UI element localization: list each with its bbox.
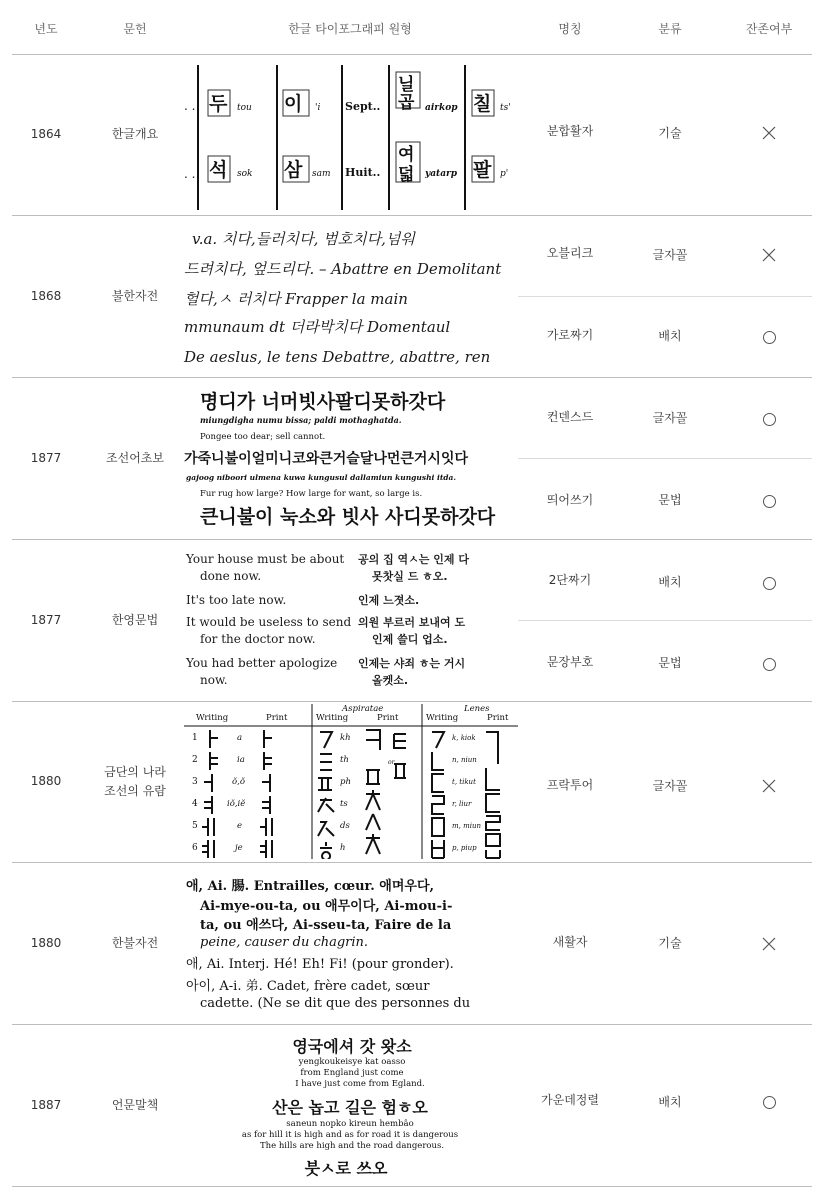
- svg-text:The hills are high and the roa: The hills are high and the road dangerous.: [259, 1141, 445, 1151]
- svg-text:이: 이: [284, 93, 303, 115]
- row-year: 1880: [30, 774, 62, 788]
- svg-text:삼: 삼: [284, 159, 303, 181]
- typography-sample-image: [182, 383, 518, 533]
- row-divider: [12, 1024, 812, 1025]
- svg-text:ia: ia: [237, 755, 245, 765]
- row-divider: [12, 539, 812, 540]
- header-name: 명칭: [558, 22, 582, 36]
- not-surviving-mark-icon: [762, 937, 776, 951]
- row-divider: [12, 1186, 812, 1187]
- svg-text:Pongee too dear; sell: Pongee too dear; sell cannot.: [200, 432, 326, 442]
- svg-text:iŏ,iĕ: iŏ,iĕ: [227, 799, 246, 809]
- svg-text:Ai-mye-ou-ta, ou 애무이다, Ai-mou-: Ai-mye-ou-ta, ou 애무이다, Ai-mou-i-: [200, 899, 453, 914]
- row-year: 1887: [30, 1098, 62, 1112]
- svg-text:m, miun: m, miun: [452, 822, 481, 830]
- svg-text:k, kiok: k, kiok: [452, 734, 476, 742]
- row-year: 1880: [30, 936, 62, 950]
- row-item-category: 문법: [658, 493, 682, 507]
- not-surviving-mark-icon: [762, 779, 776, 793]
- svg-text:1: 1: [192, 733, 198, 743]
- row-item-name: 컨덴스드: [546, 410, 594, 424]
- row-item-name: 띄어쓰기: [546, 493, 594, 507]
- svg-text:Lenes: Lenes: [464, 704, 490, 714]
- surviving-mark-icon: [763, 658, 776, 671]
- row-divider: [12, 862, 812, 863]
- not-surviving-mark-icon: [762, 248, 776, 262]
- table-header: [0, 0, 822, 54]
- typography-sample-image: [182, 1030, 518, 1182]
- svg-text:p': p': [500, 169, 509, 179]
- row-item-name: 2단짜기: [548, 573, 592, 587]
- svg-text:. .: . .: [184, 167, 196, 181]
- svg-text:5: 5: [192, 821, 198, 831]
- svg-text:You had better apologize: You had better apologize: [186, 656, 338, 670]
- svg-text:Writing: Writing: [316, 713, 349, 723]
- svg-text:팔: 팔: [473, 159, 492, 181]
- svg-text:peine, causer du chagrin.: peine, causer du chagrin.: [200, 935, 369, 950]
- svg-text:붓ㅅ로 쓰오: 붓ㅅ로 쓰오: [304, 1159, 388, 1178]
- surviving-mark-icon: [763, 413, 776, 426]
- sub-row-divider: [517, 620, 812, 621]
- row-divider: [12, 377, 812, 378]
- svg-text:Print: Print: [487, 713, 509, 723]
- typography-sample-image: [182, 545, 518, 695]
- header-year: 년도: [34, 22, 58, 36]
- typography-sample-image: [182, 868, 518, 1018]
- row-item-name: 가운데정렬: [541, 1093, 599, 1107]
- svg-text:곱: 곱: [398, 93, 415, 113]
- row-item-category: 기술: [658, 936, 682, 950]
- sub-row-divider: [517, 458, 812, 459]
- svg-text:ta, ou 애쓰다, Ai-sseu-ta, Faire: ta, ou 애쓰다, Ai-sseu-ta, Faire de la: [200, 918, 452, 933]
- row-item-category: 글자꼴: [652, 779, 688, 793]
- svg-text:from England just c: from England just come: [300, 1068, 404, 1078]
- row-divider: [12, 54, 812, 55]
- header-surviving: 잔존여부: [745, 22, 793, 36]
- row-document: 언문말책: [111, 1098, 159, 1112]
- typography-sample-image: [182, 60, 518, 210]
- row-document: 금단의 나라 조선의 유람: [104, 765, 166, 798]
- surviving-mark-icon: [763, 495, 776, 508]
- row-year: 1877: [30, 613, 62, 627]
- row-item-name: 문장부호: [546, 655, 594, 669]
- svg-text:의원 부르러 보내여 도: 의원 부르러 보내여 도: [358, 616, 466, 629]
- svg-text:2: 2: [192, 755, 198, 765]
- row-item-category: 기술: [658, 126, 682, 140]
- svg-text:칠: 칠: [473, 93, 492, 115]
- svg-text:3: 3: [192, 777, 198, 787]
- svg-text:n, niun: n, niun: [452, 756, 477, 764]
- row-item-category: 배치: [658, 575, 682, 589]
- svg-text:r, liur: r, liur: [452, 800, 472, 808]
- row-item-name: 분합활자: [546, 124, 594, 138]
- not-surviving-mark-icon: [762, 126, 776, 140]
- typography-sample-image: [182, 222, 518, 370]
- svg-text:h: h: [340, 843, 346, 853]
- svg-text:kh: kh: [340, 733, 351, 743]
- svg-text:or: or: [388, 759, 395, 766]
- row-year: 1877: [30, 451, 62, 465]
- row-item-category: 문법: [658, 656, 682, 670]
- svg-text:덟: 덟: [398, 165, 415, 185]
- surviving-mark-icon: [763, 577, 776, 590]
- svg-text:for the doctor now.: for the doctor now.: [200, 632, 316, 646]
- typography-sample-image: [182, 704, 518, 859]
- svg-text:애, Ai. Interj. Hé! Eh! Fi! (p: 애, Ai. Interj. Hé! Eh! Fi! (pour gronder).: [186, 957, 454, 972]
- svg-text:Print: Print: [266, 713, 288, 723]
- svg-text:4: 4: [192, 799, 198, 809]
- svg-text:sam: sam: [312, 169, 331, 179]
- svg-text:je: je: [235, 843, 243, 853]
- svg-text:6: 6: [192, 843, 198, 853]
- row-document: 한영문법: [111, 613, 159, 627]
- svg-text:'i: 'i: [315, 103, 321, 113]
- svg-text:sok: sok: [237, 169, 253, 179]
- svg-text:인제 느졋소.: 인제 느졋소.: [358, 594, 420, 607]
- row-document: 조선어초보: [106, 451, 164, 465]
- svg-text:saneun nopko kireun: saneun nopko kireun hembâo: [286, 1119, 414, 1129]
- svg-text:큰니불이 눅소와 빗사 사디못하갓다: 큰니불이 눅소와 빗사 사디못하갓다: [200, 506, 496, 528]
- svg-text:못찻실 드 ㅎ오.: 못찻실 드 ㅎ오.: [372, 570, 448, 583]
- row-item-category: 글자꼴: [652, 411, 688, 425]
- row-divider: [12, 215, 812, 216]
- svg-text:인제는 샤죄 ㅎ는 거시: 인제는 샤죄 ㅎ는 거시: [358, 657, 466, 670]
- svg-text:. .: . .: [184, 99, 196, 113]
- row-item-name: 새활자: [552, 935, 588, 949]
- svg-text:산은 놉고 길은 험ㅎ오: 산은 놉고 길은 험ㅎ오: [272, 1098, 428, 1117]
- svg-text:cadette. (Ne se dit que des p: cadette. (Ne se dit que des personnes du: [200, 996, 471, 1011]
- row-document: 한불자전: [111, 936, 159, 950]
- svg-text:I have just come from Egland.: I have just come from Egland.: [295, 1079, 425, 1089]
- svg-text:인제 쓸디 업소.: 인제 쓸디 업소.: [372, 633, 448, 646]
- row-divider: [12, 701, 812, 702]
- svg-text:tou: tou: [237, 103, 252, 113]
- svg-text:ph: ph: [340, 777, 351, 787]
- row-item-name: 가로짜기: [546, 328, 594, 342]
- svg-text:영국에셔 갓 왓소: 영국에셔 갓 왓소: [292, 1037, 412, 1056]
- row-item-category: 배치: [658, 329, 682, 343]
- svg-text:Sept..: Sept..: [345, 100, 381, 113]
- header-original: 한글 타이포그래피 원형: [288, 22, 412, 36]
- svg-text:Writing: Writing: [426, 713, 459, 723]
- svg-text:Writing: Writing: [196, 713, 229, 723]
- svg-text:De aeslus, le tens Debattre, a: De aeslus, le tens Debattre, abattre, ren: [184, 348, 491, 366]
- svg-text:Aspiratae: Aspiratae: [342, 704, 384, 714]
- svg-text:now.: now.: [200, 673, 228, 687]
- svg-text:Your house must be about: Your house must be about: [186, 552, 345, 566]
- svg-text:v.a. 치다,들러치다, 범호치다,넘워: v.a. 치다,들러치다, 범호치다,넘워: [192, 230, 415, 248]
- svg-text:아이, A-i. 弟. Cadet, frère cade: 아이, A-i. 弟. Cadet, frère cadet, sœur: [186, 979, 430, 994]
- svg-text:It's too late now.: It's too late now.: [186, 593, 287, 607]
- svg-text:공의 집 역ㅅ는 인제 다: 공의 집 역ㅅ는 인제 다: [358, 553, 469, 566]
- svg-text:애, Ai. 腸. Entrailles, cœur. 애: 애, Ai. 腸. Entrailles, cœur. 애며우다,: [186, 879, 435, 894]
- svg-text:yengkoukeisye kat oa: yengkoukeisye kat oasso: [298, 1057, 406, 1067]
- svg-text:석: 석: [209, 159, 228, 181]
- header-document: 문헌: [123, 22, 147, 36]
- svg-text:mmunaum dt 더라박치다 Domentaul: mmunaum dt 더라박치다 Domentaul: [184, 318, 451, 336]
- svg-text:t, tikut: t, tikut: [452, 778, 476, 786]
- row-year: 1864: [30, 127, 62, 141]
- svg-text:e: e: [237, 821, 243, 831]
- header-category: 분류: [658, 22, 682, 36]
- row-item-category: 글자꼴: [652, 248, 688, 262]
- row-year: 1868: [30, 289, 62, 303]
- svg-text:ds: ds: [340, 821, 350, 831]
- svg-text:닐: 닐: [398, 75, 415, 95]
- svg-text:gajoog niboori ulmena kuwa kun: gajoog niboori ulmena kuwa kungusul dallamiun kungushi itda.: [186, 473, 457, 482]
- sub-row-divider: [517, 296, 812, 297]
- svg-text:a: a: [237, 733, 243, 743]
- svg-text:Print: Print: [377, 713, 399, 723]
- svg-text:올켓소.: 올켓소.: [372, 674, 409, 687]
- svg-text:가죽니불이얼미니코와큰거슬달나먼큰거시잇다: 가죽니불이얼미니코와큰거슬달나먼큰거시잇다: [184, 451, 469, 467]
- row-item-name: 오블리크: [546, 246, 594, 260]
- svg-text:done now.: done now.: [200, 569, 262, 583]
- sample-glyph: 두: [209, 93, 228, 115]
- svg-text:airkop: airkop: [425, 103, 458, 113]
- row-document: 한글개요: [111, 127, 159, 141]
- row-item-category: 배치: [658, 1095, 682, 1109]
- svg-text:ŏ,ŏ: ŏ,ŏ: [232, 777, 245, 787]
- svg-text:Fur rug how large? How: Fur rug how large? How large for want, so large is.: [200, 489, 423, 499]
- svg-text:p, piup: p, piup: [452, 844, 477, 852]
- svg-text:헐다,ㅅ 러치다 Frapper la main: 헐다,ㅅ 러치다 Frapper la main: [184, 290, 408, 308]
- svg-text:여: 여: [398, 145, 415, 165]
- svg-text:miungdigha numu bissa; p: miungdigha numu bissa; paldi mothaghatda.: [200, 415, 402, 425]
- svg-text:Huit..: Huit..: [345, 166, 381, 179]
- svg-text:ts: ts: [340, 799, 348, 809]
- row-item-name: 프락투어: [546, 778, 594, 792]
- svg-text:as for hill it is high and a: as for hill it is high and as for road it is dangerous: [241, 1130, 459, 1140]
- svg-text:th: th: [340, 755, 349, 765]
- svg-text:명디가 너머빗사팔디못하갓다: 명디가 너머빗사팔디못하갓다: [200, 391, 446, 413]
- svg-text:It would be useless to send: It would be useless to send: [186, 615, 352, 629]
- svg-text:ts': ts': [500, 103, 511, 113]
- surviving-mark-icon: [763, 1096, 776, 1109]
- svg-text:드려치다, 엎드리다. – Abattre en Demol: 드려치다, 엎드리다. – Abattre en Demolitant: [184, 260, 502, 278]
- row-document: 불한자전: [111, 289, 159, 303]
- svg-text:yatarp: yatarp: [425, 169, 458, 179]
- surviving-mark-icon: [763, 331, 776, 344]
